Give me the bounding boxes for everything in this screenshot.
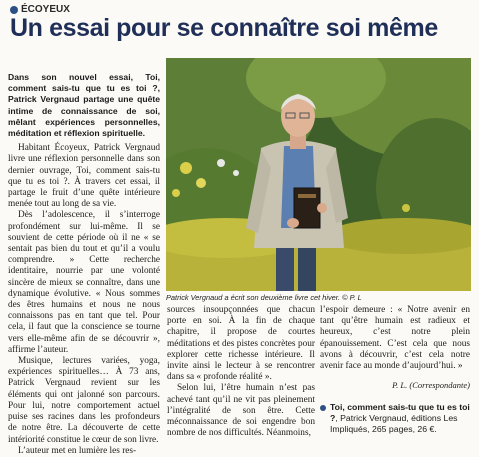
- kicker-label: ÉCOYEUX: [21, 4, 70, 15]
- article-column-3: [320, 305, 470, 391]
- paragraph: l’espoir demeure : « Notre avenir en tant qu’être humain est radieux et heureux, c’est notre plein épanouissement. C’est cela que nous avons à découvrir, c’est cela notre avenir face au monde d’aujourd’hui. »: [320, 305, 470, 372]
- article-headline: Un essai pour se connaître soi même: [10, 14, 438, 42]
- article-lead: Dans son nouvel essai, Toi, comment sais-tu que tu es toi ?, Patrick Vergnaud partage une quête intime de connaissance de soi, mêlant expériences personnelles, méditation et réflexion spirituelle.: [8, 72, 160, 139]
- paragraph: Habitant Écoyeux, Patrick Vergnaud livre une réflexion personnelle dans son dernier ouvrage, Toi, comment sais-tu que tu es toi ?. À travers cet essai, il partage le fruit d’une quête intérieure menée tout au long de sa vie.: [8, 143, 160, 210]
- paragraph: sources insoupçonnées que chacun porte en soi. À la fin de chaque chapitre, il propose de courtes méditations et des pistes concrètes pour explorer cette richesse intérieure. Il invite ainsi le lecteur à se rencontrer dans sa « profonde réalité ».: [167, 305, 315, 383]
- book-title: Toi, comment sais-tu que tu es toi ?: [330, 402, 470, 423]
- paragraph: Selon lui, l’être humain n’est pas achevé tant qu’il ne vit pas pleinement l’intégralité de son être. Cette méconnaissance de soi engendre bon nombre de nos difficultés. Néanmoins,: [167, 383, 315, 439]
- paragraph: Musique, lectures variées, yoga, expériences spirituelles… À 73 ans, Patrick Vergnaud revient sur les éléments qui ont jalonné son parcours. Pour lui, notre comportement actuel puise ses racines dans les profondeurs de notre être. La découverte de cette intériorité constitue le cœur de son livre.: [8, 356, 160, 445]
- author-signature: P. L. (Correspondante): [392, 380, 470, 391]
- photo-illustration: [166, 58, 471, 291]
- paragraph: L’auteur met en lumière les res-: [18, 445, 137, 456]
- book-info-box: [320, 402, 472, 435]
- photo-caption: Patrick Vergnaud a écrit son deuxième livre cet hiver. © P. L: [166, 293, 362, 302]
- book-info-text: [330, 402, 472, 435]
- bullet-icon: [320, 405, 326, 411]
- article-column-2: [167, 305, 315, 439]
- paragraph: Dès l’adolescence, il s’interroge profondément sur lui-même. Il se souvient de cette période où il ne « se sentait pas bien du tout et qu’il a voulu comprendre. » Cette recherche identitaire, nourrie par une volonté sincère de mieux se connaître, dans une dynamique évolutive. « Nous sommes des êtres humains et nous ne nous connaissons pas en tant que tel. Pour cela, il faut que la conscience se tourne vers elle-même afin de se découvrir », affirme l’auteur.: [8, 210, 160, 355]
- author-photo: [166, 58, 471, 291]
- article-column-1: [8, 72, 160, 457]
- book-details: , Patrick Vergnaud, éditions Les Impliqués, 265 pages, 26 €.: [330, 413, 458, 434]
